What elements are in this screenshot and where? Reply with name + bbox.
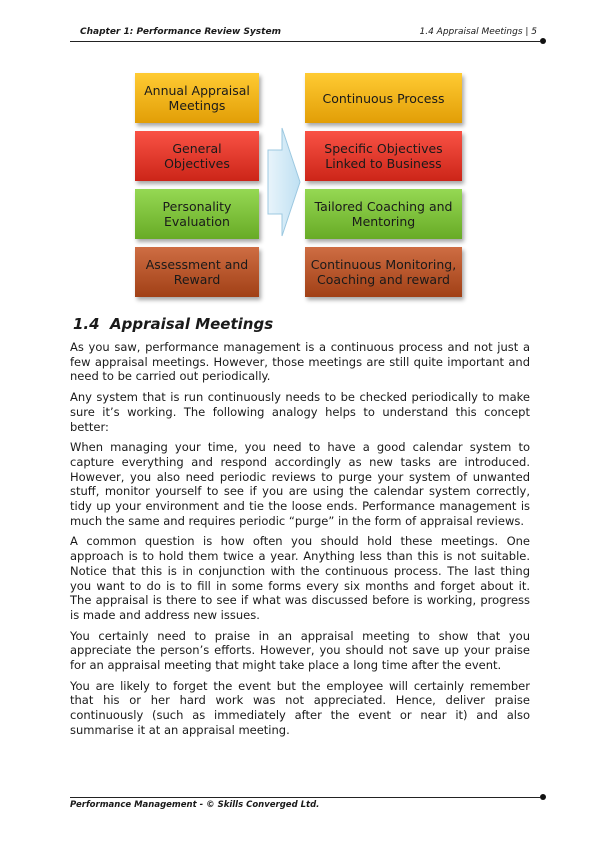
paragraph: You are likely to forget the event but the employee will certainly remember that his or her hard work was not appreciated. Hence, deliver praise continuously (such as immediately after the event or near it) and also summarise it at an appraisal meeting. — [70, 678, 530, 737]
footer-rule — [70, 797, 540, 798]
paragraph: A common question is how often you should hold these meetings. One approach is to hold them twice a year. Anything less than this is not suitable. Notice that this is in conjunction with the continuous process. The last thing you want to do is to fill in some forms every six months and forget about it. The appraisal is there to see if what was discussed before is working, progress is made and address new issues. — [70, 534, 530, 622]
left-box-4: Assessment and Reward — [135, 247, 259, 297]
left-box-3: Personality Evaluation — [135, 189, 259, 239]
header-rule-dot — [540, 38, 546, 44]
footer-rule-dot — [540, 794, 546, 800]
running-header-chapter: Chapter 1: Performance Review System — [80, 27, 281, 37]
left-box-2: General Objectives — [135, 131, 259, 181]
header-rule — [70, 41, 540, 42]
right-box-4: Continuous Monitoring, Coaching and reward — [305, 247, 462, 297]
section-heading — [73, 315, 273, 333]
paragraph: You certainly need to praise in an appraisal meeting to show that you appreciate the person’s efforts. However, you should not save up your praise for an appraisal meeting that might take place a long time after the event. — [70, 628, 530, 673]
body-text — [70, 340, 530, 744]
section-number: 1.4 — [73, 315, 100, 333]
section-title: Appraisal Meetings — [110, 315, 274, 333]
right-box-2: Specific Objectives Linked to Business — [305, 131, 462, 181]
footer-text: Performance Management - © Skills Converged Ltd. — [70, 800, 320, 810]
paragraph: Any system that is run continuously needs to be checked periodically to make sure it’s working. The following analogy helps to understand this concept better: — [70, 390, 530, 434]
left-box-1: Annual Appraisal Meetings — [135, 73, 259, 123]
right-box-3: Tailored Coaching and Mentoring — [305, 189, 462, 239]
right-box-1: Continuous Process — [305, 73, 462, 123]
right-arrow-icon — [266, 126, 302, 238]
paragraph: When managing your time, you need to have a good calendar system to capture everything and respond accordingly as new tasks are introduced. However, you also need periodic reviews to purge your system of unwanted stuff, monitor yourself to see if you are using the calendar system correctly, tidy up your environment and tie the loose ends. Performance management is much the same and requires periodic “purge” in the form of appraisal reviews. — [70, 440, 530, 528]
running-header-section: 1.4 Appraisal Meetings | 5 — [419, 27, 537, 37]
paragraph: As you saw, performance management is a continuous process and not just a few appraisal meetings. However, those meetings are still quite important and need to be carried out periodically. — [70, 340, 530, 384]
